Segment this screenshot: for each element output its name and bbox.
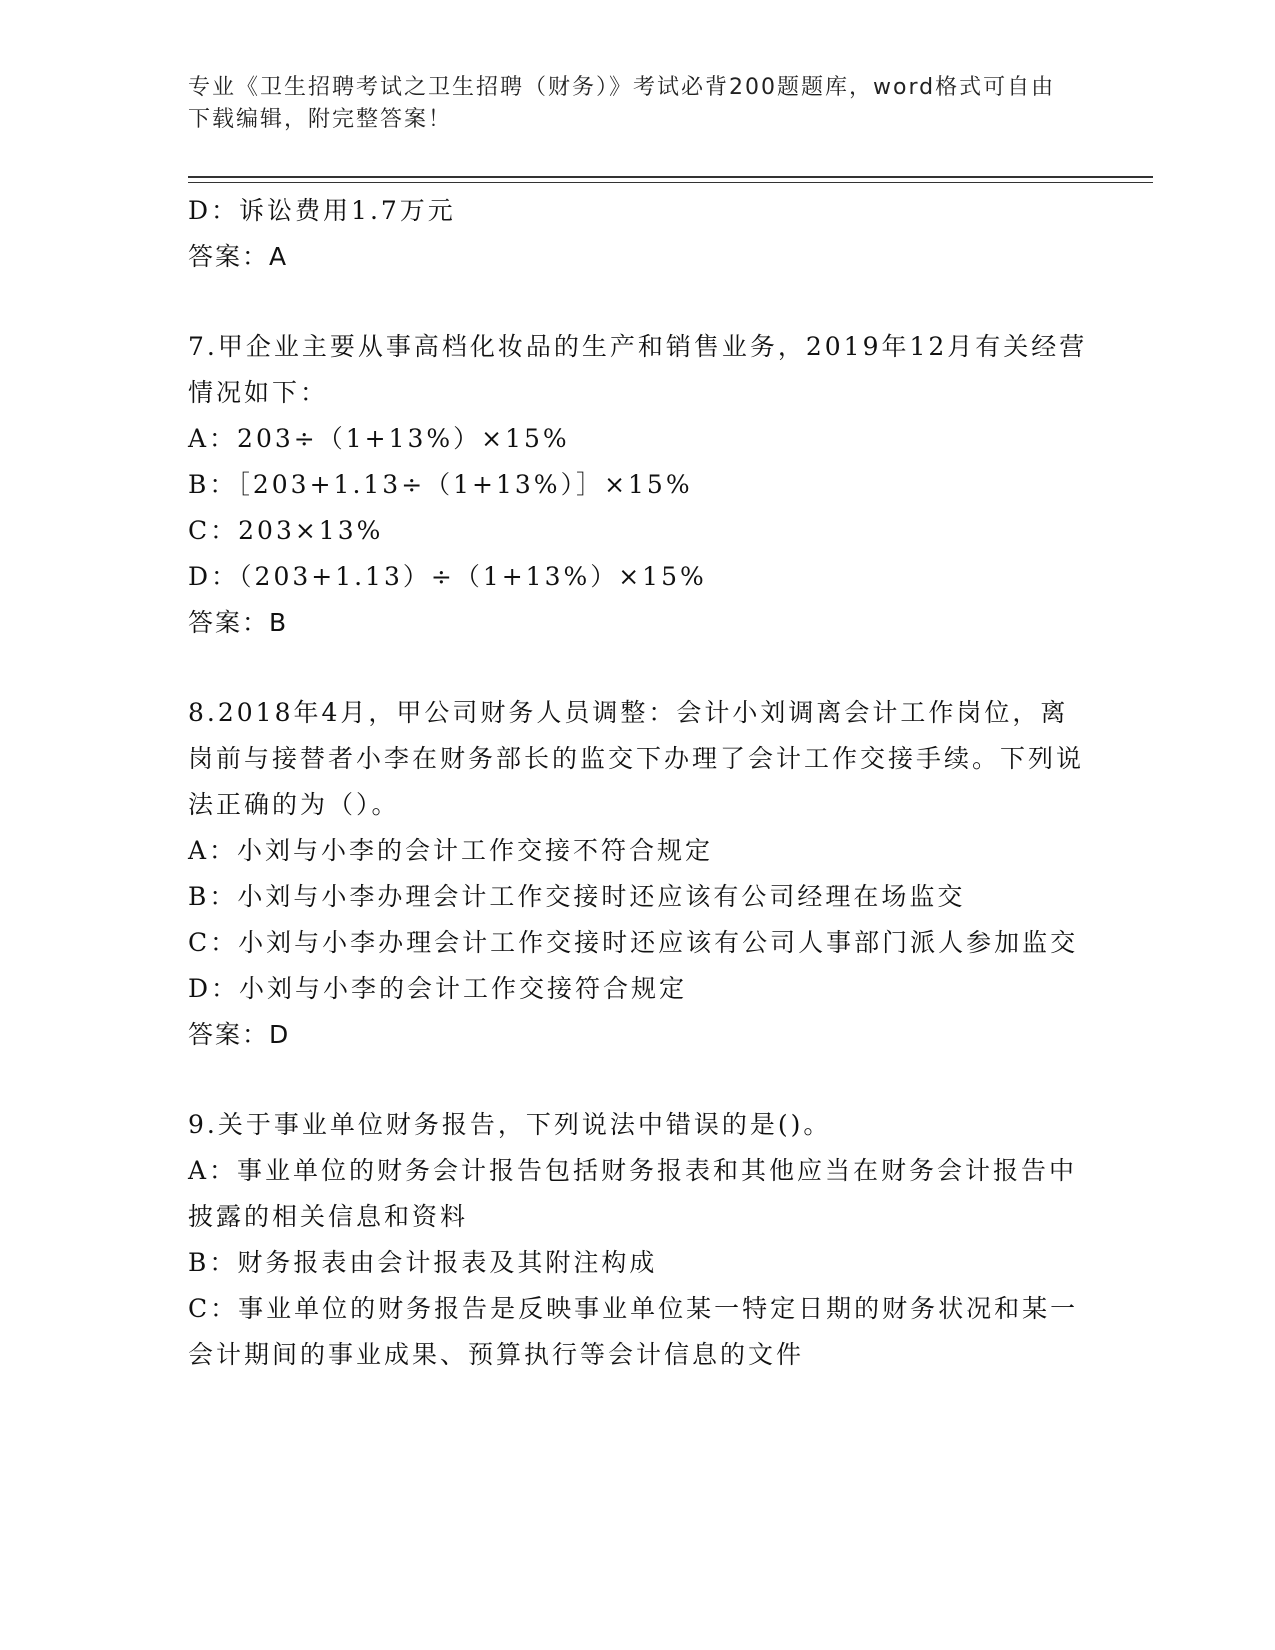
answer-line: 答案：B: [188, 608, 289, 637]
answer-line: 答案：D: [188, 1020, 291, 1049]
option-a: A：203÷（1+13%）×15%: [188, 424, 570, 453]
option-b: B：［203+1.13÷（1+13%）］×15%: [188, 470, 693, 499]
header-divider-thick: [188, 176, 1153, 178]
option-a: A：事业单位的财务会计报告包括财务报表和其他应当在财务会计报告中披露的相关信息和资料: [188, 1156, 1078, 1231]
option-d: D：（203+1.13）÷（1+13%）×15%: [188, 562, 707, 591]
question-8: [188, 690, 1088, 1058]
document-body: [188, 188, 1088, 1378]
option-a: A：小刘与小李的会计工作交接不符合规定: [188, 836, 714, 865]
question-stem: 7.甲企业主要从事高档化妆品的生产和销售业务，2019年12月有关经营情况如下：: [188, 332, 1088, 407]
spacer: [188, 1058, 1088, 1102]
header-divider-thin: [188, 182, 1153, 183]
question-stem: 8.2018年4月，甲公司财务人员调整：会计小刘调离会计工作岗位，离岗前与接替者小李在财务部长的监交下办理了会计工作交接手续。下列说法正确的为（）。: [188, 698, 1085, 819]
page-header: 专业《卫生招聘考试之卫生招聘（财务）》考试必背200题题库，word格式可自由下载编辑，附完整答案！: [188, 75, 1056, 132]
option-b: B：财务报表由会计报表及其附注构成: [188, 1248, 658, 1277]
option-c: C：小刘与小李办理会计工作交接时还应该有公司人事部门派人参加监交: [188, 928, 1079, 957]
question-6-tail: [188, 188, 1088, 280]
question-7: [188, 324, 1088, 646]
option-b: B：小刘与小李办理会计工作交接时还应该有公司经理在场监交: [188, 882, 966, 911]
spacer: [188, 646, 1088, 690]
spacer: [188, 280, 1088, 324]
option-d: D：诉讼费用1.7万元: [188, 196, 456, 225]
option-d: D：小刘与小李的会计工作交接符合规定: [188, 974, 688, 1003]
option-c: C：203×13%: [188, 516, 384, 545]
question-stem: 9.关于事业单位财务报告，下列说法中错误的是()。: [188, 1110, 832, 1139]
answer-line: 答案：A: [188, 242, 289, 271]
option-c: C：事业单位的财务报告是反映事业单位某一特定日期的财务状况和某一会计期间的事业成果、预算执行等会计信息的文件: [188, 1294, 1079, 1369]
question-9: [188, 1102, 1088, 1378]
